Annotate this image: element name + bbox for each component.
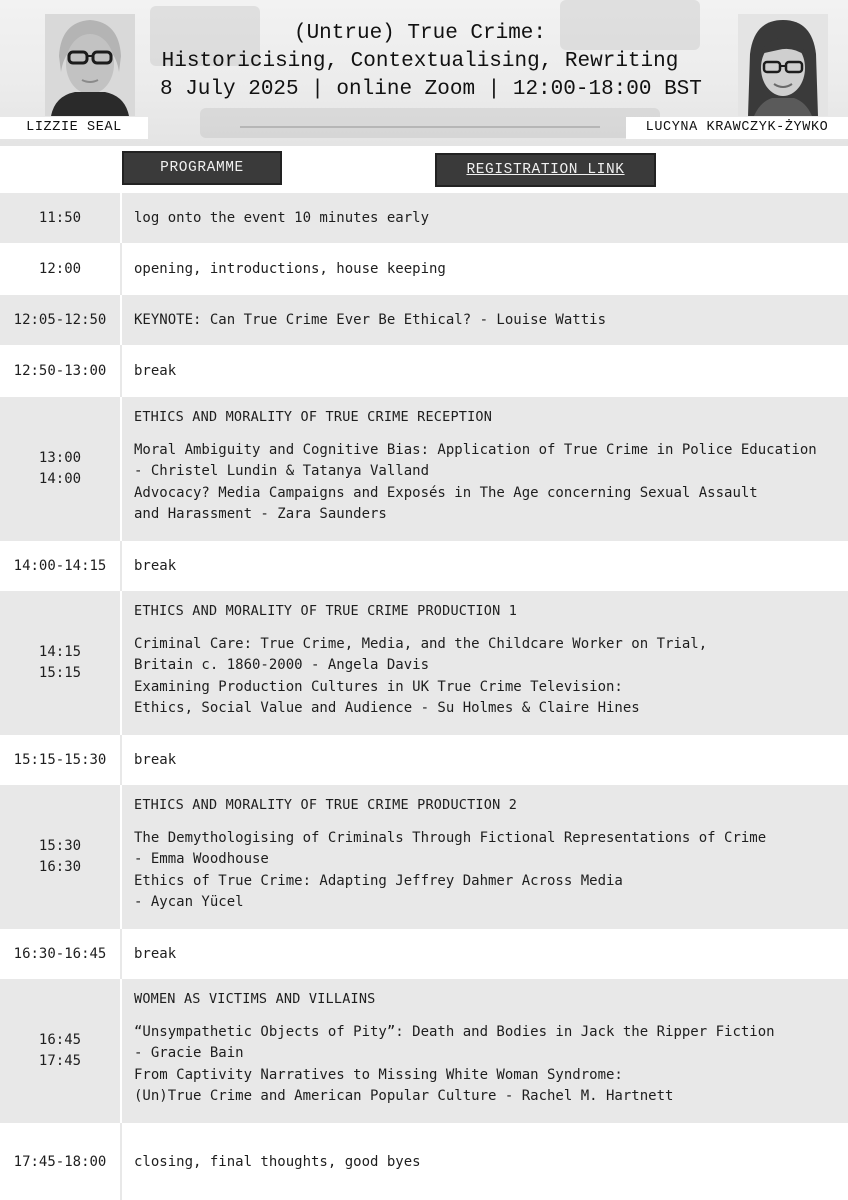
time-slot: [39, 642, 81, 684]
break-item: break: [134, 752, 177, 768]
schedule-row: [0, 929, 848, 979]
talk-speakers: - Aycan Yücel: [134, 894, 244, 910]
column-divider: [120, 193, 122, 243]
time-slot: 16:30-16:45: [13, 946, 107, 962]
schedule-row: [0, 295, 848, 345]
column-divider: [120, 785, 122, 929]
column-divider: [120, 979, 122, 1123]
session-end-time: 17:45: [38, 1053, 82, 1069]
session-title: ETHICS AND MORALITY OF TRUE CRIME PRODUCTION 1: [134, 603, 518, 619]
event-title-line-2: Historicising, Contextualising, Rewriting: [161, 50, 679, 73]
column-divider: [120, 591, 122, 735]
schedule-row: [0, 243, 848, 295]
programme-button[interactable]: PROGRAMME: [122, 151, 282, 185]
speaker-right-photo: [738, 14, 828, 116]
time-slot: 12:05-12:50: [13, 312, 107, 328]
time-slot: [39, 836, 81, 878]
time-slot: 14:00-14:15: [13, 558, 107, 574]
time-slot: [39, 448, 81, 490]
talk-title: “Unsympathetic Objects of Pity”: Death and Bodies in Jack the Ripper Fiction: [134, 1024, 775, 1040]
column-divider: [120, 295, 122, 345]
session-row: [0, 979, 848, 1123]
background-line: [240, 126, 600, 128]
talk-title: Examining Production Cultures in UK True Crime Television:: [134, 679, 623, 695]
time-slot: [39, 1030, 81, 1072]
session-title: ETHICS AND MORALITY OF TRUE CRIME PRODUCTION 2: [134, 797, 518, 813]
schedule-row: [0, 735, 848, 785]
talk-speakers: - Gracie Bain: [134, 1045, 244, 1061]
talk-speakers: and Harassment - Zara Saunders: [134, 506, 387, 522]
registration-link[interactable]: REGISTRATION LINK: [435, 153, 656, 187]
break-item: break: [134, 946, 177, 962]
session-end-time: 15:15: [38, 665, 82, 681]
session-row: [0, 785, 848, 929]
schedule-row: [0, 1123, 848, 1200]
talk-speakers: Ethics, Social Value and Audience - Su Holmes & Claire Hines: [134, 700, 640, 716]
session-end-time: 14:00: [38, 471, 82, 487]
talk-speakers: (Un)True Crime and American Popular Culture - Rachel M. Hartnett: [134, 1088, 674, 1104]
session-end-time: 16:30: [38, 859, 82, 875]
session-row: [0, 591, 848, 735]
session-row: [0, 397, 848, 541]
column-divider: [120, 929, 122, 979]
talk-speakers: - Christel Lundin & Tatanya Valland: [134, 463, 430, 479]
closing-item: closing, final thoughts, good byes: [134, 1153, 421, 1170]
event-date-location: 8 July 2025 | online Zoom | 12:00-18:00 BST: [160, 78, 702, 101]
schedule-item: log onto the event 10 minutes early: [134, 210, 430, 226]
session-title: WOMEN AS VICTIMS AND VILLAINS: [134, 991, 376, 1007]
schedule-row: [0, 193, 848, 243]
session-title: ETHICS AND MORALITY OF TRUE CRIME RECEPTION: [134, 409, 493, 425]
time-slot: 12:50-13:00: [13, 363, 107, 379]
header-banner: [0, 0, 848, 146]
event-title-line-1: (Untrue) True Crime:: [293, 22, 547, 45]
schedule-item: opening, introductions, house keeping: [134, 261, 446, 277]
break-item: break: [134, 363, 177, 379]
time-slot: 12:00: [38, 261, 82, 277]
schedule-row: [0, 541, 848, 591]
column-divider: [120, 243, 122, 295]
talk-title: Advocacy? Media Campaigns and Exposés in The Age concerning Sexual Assault: [134, 485, 758, 501]
session-start-time: 15:30: [38, 838, 82, 854]
keynote-item: KEYNOTE: Can True Crime Ever Be Ethical? - Louise Wattis: [134, 312, 607, 328]
session-start-time: 16:45: [38, 1032, 82, 1048]
talk-title: The Demythologising of Criminals Through Fictional Representations of Crime: [134, 830, 767, 846]
time-slot: 17:45-18:00: [13, 1153, 107, 1170]
talk-speakers: - Emma Woodhouse: [134, 851, 269, 867]
column-divider: [120, 735, 122, 785]
speaker-right-name: LUCYNA KRAWCZYK-ŻYWKO: [626, 117, 848, 139]
speaker-left-name: LIZZIE SEAL: [0, 117, 148, 139]
time-slot: 11:50: [38, 210, 82, 226]
session-start-time: 14:15: [38, 644, 82, 660]
column-divider: [120, 541, 122, 591]
column-divider: [120, 345, 122, 397]
talk-title: From Captivity Narratives to Missing White Woman Syndrome:: [134, 1067, 623, 1083]
schedule-row: [0, 345, 848, 397]
column-divider: [120, 397, 122, 541]
talk-speakers: Britain c. 1860-2000 - Angela Davis: [134, 657, 430, 673]
talk-title: Ethics of True Crime: Adapting Jeffrey Dahmer Across Media: [134, 873, 623, 889]
talk-title: Criminal Care: True Crime, Media, and the Childcare Worker on Trial,: [134, 636, 708, 652]
background-shape: [200, 108, 660, 138]
speaker-left-photo: [45, 14, 135, 116]
time-slot: 15:15-15:30: [13, 752, 107, 768]
talk-title: Moral Ambiguity and Cognitive Bias: Application of True Crime in Police Education: [134, 442, 817, 458]
column-divider: [120, 1123, 122, 1200]
break-item: break: [134, 558, 177, 574]
session-start-time: 13:00: [38, 450, 82, 466]
